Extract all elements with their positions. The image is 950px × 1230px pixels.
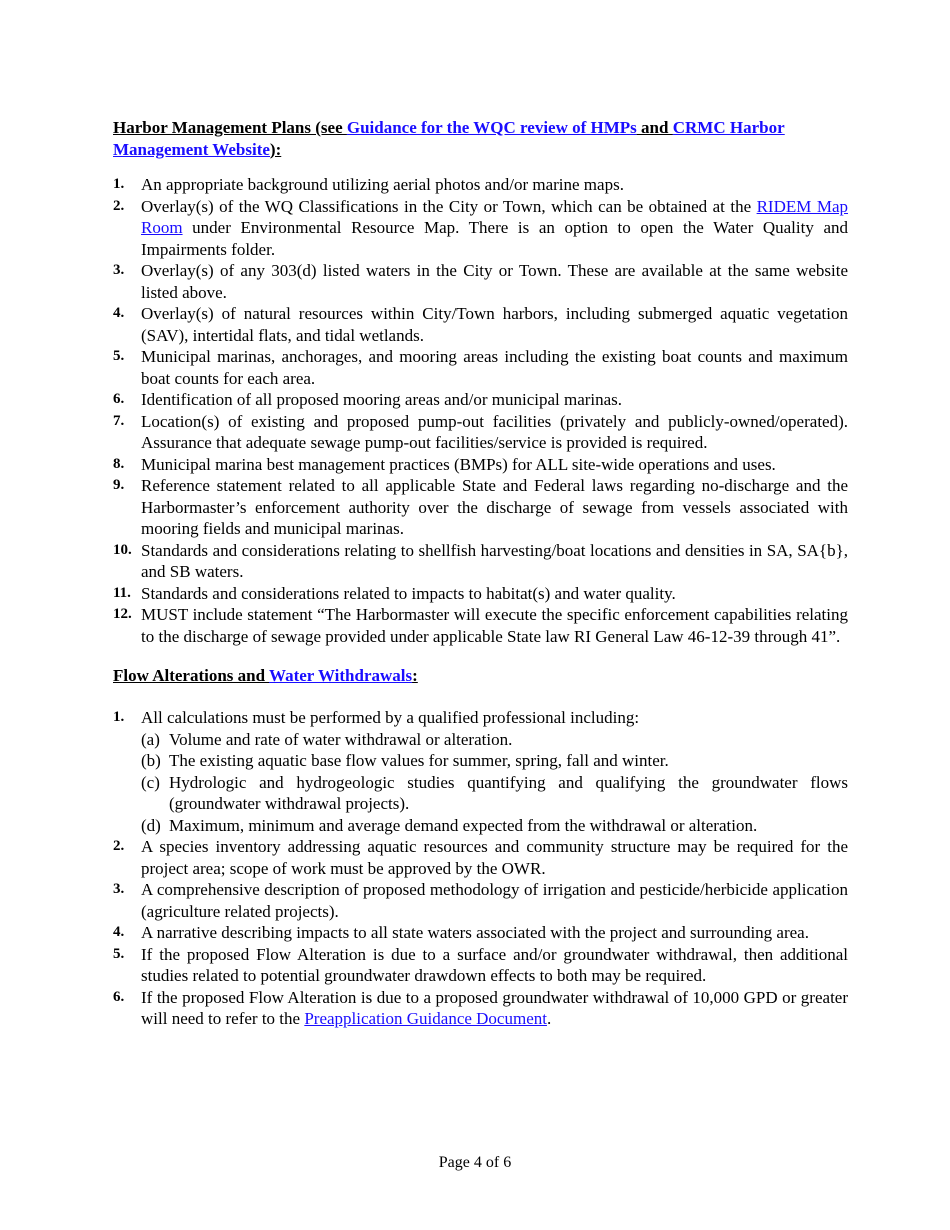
list-item <box>113 944 848 987</box>
sub-item-letter: (c) <box>141 772 160 792</box>
item-number: 2. <box>113 197 125 214</box>
sub-item-letter: (b) <box>141 751 161 770</box>
item-number: 6. <box>113 391 125 407</box>
list-item <box>113 196 848 261</box>
item-number: 8. <box>113 455 125 472</box>
list-item <box>113 303 848 346</box>
flow-heading <box>113 665 848 687</box>
flow-heading-prefix: Flow Alterations and <box>113 666 270 685</box>
item-text: All calculations must be performed by a qualified professional including: <box>141 708 640 727</box>
harbor-heading-prefix: Harbor Management Plans (see <box>113 118 347 137</box>
sub-item-letter: (a) <box>141 729 160 749</box>
list-item <box>113 540 848 583</box>
water-withdrawals-link[interactable]: Water Withdrawals <box>269 666 413 685</box>
list-item <box>113 174 848 196</box>
item-text: Standards and considerations related to impacts to habitat(s) and water quality. <box>141 583 676 603</box>
item-text: A comprehensive description of proposed methodology of irrigation and pesticide/herbicide application (agriculture related projects). <box>141 880 848 921</box>
item-number: 3. <box>113 262 125 278</box>
preapplication-guidance-link[interactable]: Preapplication Guidance Document <box>304 1009 547 1028</box>
item-text: If the proposed Flow Alteration is due to a proposed groundwater withdrawal of 10,000 GPD or greater will need to refer to the <box>141 987 848 1028</box>
sub-list-item <box>141 772 848 815</box>
list-item <box>113 604 848 647</box>
list-item <box>113 987 848 1030</box>
item-text: Location(s) of existing and proposed pump-out facilities (privately and publicly-owned/operated). Assurance that adequate sewage pump-out facilities/service is provided is required. <box>141 411 848 452</box>
sub-item-text: Maximum, minimum and average demand expected from the withdrawal or alteration. <box>169 815 758 835</box>
sub-item-text: The existing aquatic base flow values for summer, spring, fall and winter. <box>169 751 669 770</box>
item-text: Overlay(s) of natural resources within City/Town harbors, including submerged aquatic vegetation (SAV), intertidal flats, and tidal wetlands. <box>141 304 848 345</box>
sub-list <box>141 729 848 837</box>
item-text: MUST include statement “The Harbormaster will execute the specific enforcement capabilities relating to the discharge of sewage provided under applicable State law RI General Law 46-12-39 through 41”. <box>141 605 848 646</box>
item-text: Standards and considerations relating to shellfish harvesting/boat locations and densities in SA, SA{b}, and SB waters. <box>141 540 848 581</box>
item-number: 10. <box>113 541 132 558</box>
sub-item-text: Hydrologic and hydrogeologic studies quantifying and qualifying the groundwater flows (groundwater withdrawal projects). <box>169 772 848 813</box>
item-text: Reference statement related to all applicable State and Federal laws regarding no-discharge and the Harbormaster’s enforcement authority over the discharge of sewage from vessels associated with mooring fields and municipal marinas. <box>141 476 848 538</box>
item-text: If the proposed Flow Alteration is due to a surface and/or groundwater withdrawal, then additional studies related to potential groundwater drawdown effects to both may be required. <box>141 944 848 985</box>
list-item <box>113 389 848 411</box>
item-text: under Environmental Resource Map. There is an option to open the Water Quality and Impairments folder. <box>141 218 848 259</box>
sub-list-item <box>141 750 848 772</box>
hmp-guidance-link[interactable]: Guidance for the WQC review of HMPs <box>346 118 637 137</box>
item-number: 3. <box>113 881 125 897</box>
item-text: . <box>546 1009 552 1028</box>
harbor-heading-and: and <box>636 118 673 137</box>
harbor-list <box>113 174 848 647</box>
flow-heading-suffix: : <box>412 666 418 685</box>
harbor-heading <box>113 117 848 161</box>
list-item <box>113 454 848 476</box>
item-number: 1. <box>113 176 125 192</box>
item-number: 9. <box>113 477 125 493</box>
item-number: 4. <box>113 305 125 321</box>
document-page <box>113 117 848 1030</box>
item-text: An appropriate background utilizing aerial photos and/or marine maps. <box>141 175 624 194</box>
item-number: 5. <box>113 945 125 962</box>
sub-item-letter: (d) <box>141 815 161 835</box>
list-item <box>113 922 848 944</box>
item-number: 1. <box>113 709 125 725</box>
ridem-map-room-link[interactable]: RIDEM Map Room <box>141 196 848 237</box>
list-item <box>113 346 848 389</box>
list-item <box>113 879 848 922</box>
item-text: Overlay(s) of any 303(d) listed waters in the City or Town. These are available at the same website listed above. <box>141 261 848 302</box>
item-text: A narrative describing impacts to all state waters associated with the project and surrounding area. <box>141 923 809 942</box>
item-number: 11. <box>113 584 131 601</box>
list-item <box>113 836 848 879</box>
list-item <box>113 411 848 454</box>
item-number: 7. <box>113 412 125 429</box>
item-number: 12. <box>113 606 132 622</box>
list-item <box>113 707 848 836</box>
sub-list-item <box>141 815 848 837</box>
crmc-website-link[interactable]: CRMC Harbor Management Website <box>113 118 785 159</box>
page-number: Page 4 of 6 <box>438 1154 512 1171</box>
harbor-heading-suffix: ): <box>269 140 282 159</box>
list-item <box>113 583 848 605</box>
item-text: Municipal marinas, anchorages, and mooring areas including the existing boat counts and maximum boat counts for each area. <box>141 347 848 388</box>
sub-item-text: Volume and rate of water withdrawal or alteration. <box>169 729 513 749</box>
sub-list-item <box>141 729 848 751</box>
item-number: 6. <box>113 988 125 1005</box>
item-text: Overlay(s) of the WQ Classifications in the City or Town, which can be obtained at the <box>141 196 757 216</box>
item-number: 4. <box>113 924 125 940</box>
list-item <box>113 260 848 303</box>
item-number: 2. <box>113 838 125 854</box>
item-text: Identification of all proposed mooring areas and/or municipal marinas. <box>141 390 623 409</box>
item-text: Municipal marina best management practices (BMPs) for ALL site-wide operations and uses. <box>141 454 776 474</box>
flow-list <box>113 707 848 1030</box>
item-number: 5. <box>113 348 125 364</box>
list-item <box>113 475 848 540</box>
item-text: A species inventory addressing aquatic resources and community structure may be required for the project area; scope of work must be approved by the OWR. <box>141 837 848 878</box>
